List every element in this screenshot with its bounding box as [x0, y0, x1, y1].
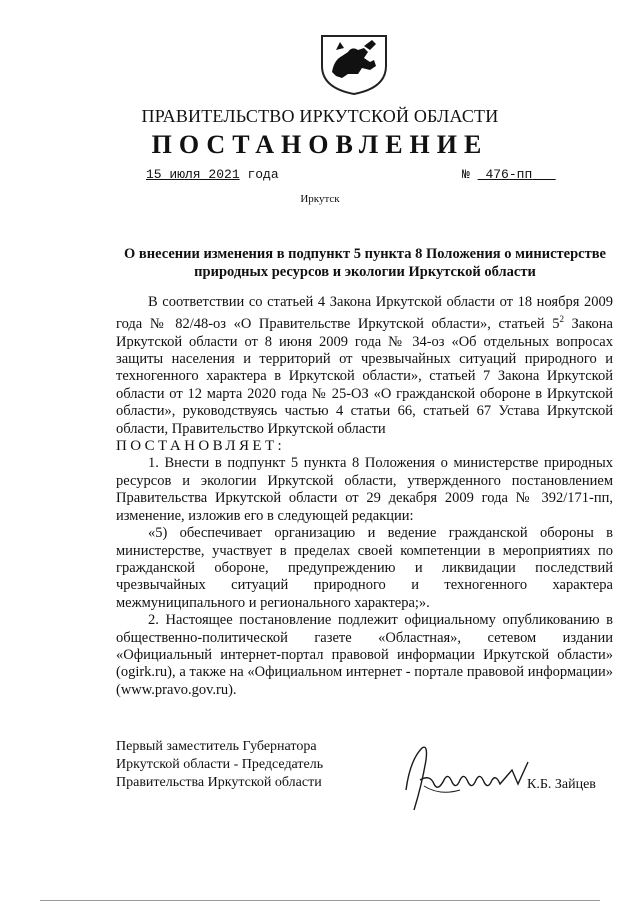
number-value: 476-пп — [485, 167, 533, 182]
position-line-2: Иркутской области - Председатель — [116, 757, 324, 772]
title-line-2: природных ресурсов и экологии Иркутской области — [194, 264, 536, 280]
position-line-1: Первый заместитель Губернатора — [116, 739, 317, 754]
number-prefix: № — [462, 167, 470, 182]
quoted-text: «5) обеспечивает организацию и ведение гражданской обороны в министерстве, участвует в пределах своей компетенции в мероприятиях по гражданской обороне, предупреждению и ликвидации последствий чрезвычайных ситуаций природного и техногенного характера межмуниципального и регионального характера;». — [116, 525, 613, 611]
resolves-heading: ПОСТАНОВЛЯЕТ: — [116, 438, 286, 455]
document-title — [108, 245, 622, 281]
date-suffix: года — [247, 167, 279, 182]
city: Иркутск — [300, 193, 340, 205]
item-1: 1. Внести в подпункт 5 пункта 8 Положения о министерстве природных ресурсов и экологии Иркутской области, утвержденного постановлением Правительства Иркутской области от 29 декабря 2009 года № 392/171-пп, изменение, изложив его в следующей редакции: — [116, 455, 613, 524]
preamble: В соответствии со статьей 4 Закона Иркутской области от 18 ноября 2009 года № 82/48-оз «О Правительстве Иркутской области», статьей $5^2$ Закона Иркутской области от 8 июня 2009 года № 34-оз «Об отдельных вопросах защиты населения и территорий от чрезвычайных ситуаций природного и техногенного характера в Иркутской области», статьей 7 Закона Иркутской области от 12 марта 2020 года № 25-ОЗ «О гражданской обороне в Иркутской области», руководствуясь частью 4 статьи 66, статьей 67 Устава Иркутской области, Правительство Иркутской области — [116, 294, 613, 437]
scan-edge-line — [40, 900, 600, 901]
document-date — [146, 167, 279, 182]
irkutsk-coat-of-arms-icon — [318, 32, 390, 96]
document-type: ПОСТАНОВЛЕНИЕ — [151, 130, 489, 159]
organization-name: ПРАВИТЕЛЬСТВО ИРКУТСКОЙ ОБЛАСТИ — [141, 106, 499, 126]
document-body — [116, 294, 613, 699]
document-number — [462, 167, 556, 182]
position-line-3: Правительства Иркутской области — [116, 775, 322, 790]
date-value: 15 июля 2021 — [146, 167, 240, 182]
signer-position — [116, 738, 323, 792]
signer-name: К.Б. Зайцев — [527, 777, 596, 792]
handwritten-signature-icon — [400, 740, 540, 820]
title-line-1: О внесении изменения в подпункт 5 пункта 8 Положения о министерстве — [124, 246, 606, 262]
item-2: 2. Настоящее постановление подлежит официальному опубликованию в общественно-политической газете «Областная», сетевом издании «Официальный интернет-портал правовой информации Иркутской области» (ogirk.ru), а также на «Официальном интернет - портале правовой информации» (www.pravo.gov.ru). — [116, 612, 613, 698]
